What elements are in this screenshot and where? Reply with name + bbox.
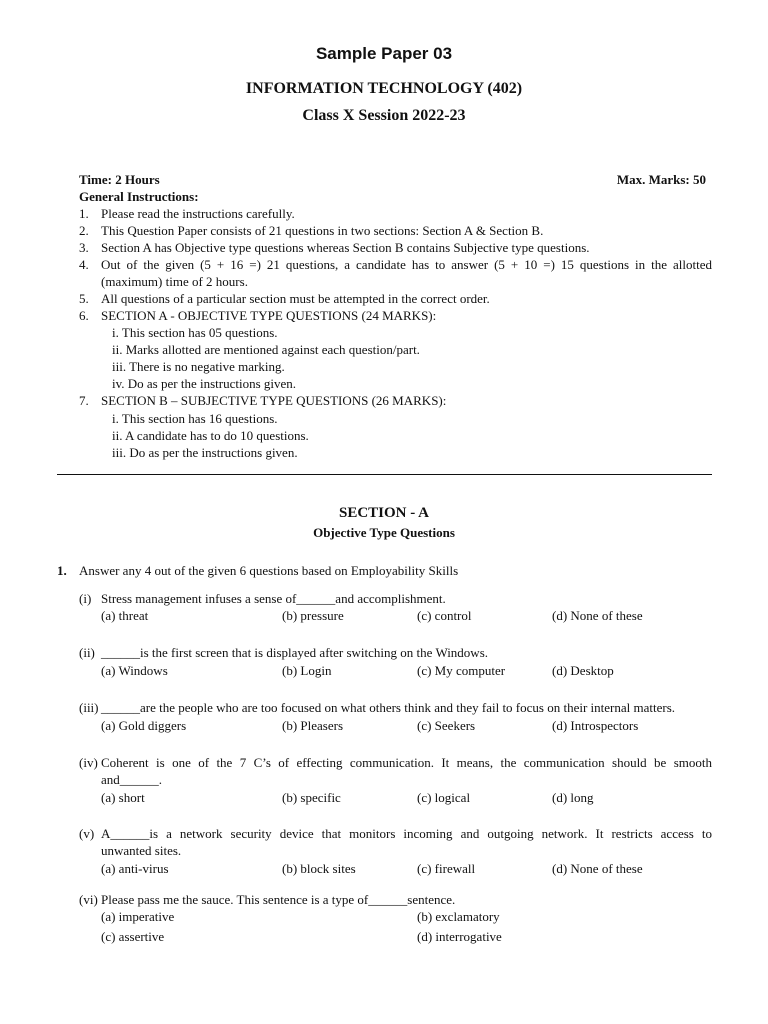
section-a-subitem: ii. Marks allotted are mentioned against each question/part. [112,342,420,357]
instruction-text: Section A has Objective type questions whereas Section B contains Subjective type questions. [101,240,590,255]
section-b-subitem: iii. Do as per the instructions given. [112,445,298,460]
part-text: ______are the people who are too focused on what others think and they fail to focus on their internal matters. [101,700,675,715]
instruction-text-continued: (maximum) time of 2 hours. [101,274,248,289]
option-a: (a) Gold diggers [101,718,187,733]
instruction-num: 1. [79,206,89,221]
option-d: (d) Desktop [552,663,614,678]
instruction-num: 7. [79,393,89,408]
section-b-subitem: ii. A candidate has to do 10 questions. [112,428,309,443]
option-b: (b) exclamatory [417,909,500,924]
section-a-subitem: iii. There is no negative marking. [112,359,285,374]
time-label: Time: 2 Hours [79,172,160,187]
question-number: 1. [57,563,67,578]
instruction-num: 4. [79,257,89,272]
section-a-subtitle: Objective Type Questions [313,525,455,540]
option-b: (b) Login [282,663,332,678]
option-b: (b) specific [282,790,341,805]
section-divider [57,474,712,475]
subject-title: INFORMATION TECHNOLOGY (402) [245,80,523,97]
section-a-subitem: i. This section has 05 questions. [112,325,278,340]
part-text-continued: and______. [101,772,163,787]
part-label: (iv) [79,755,98,770]
instruction-num: 2. [79,223,89,238]
part-text: Stress management infuses a sense of______and accomplishment. [101,591,446,606]
instruction-text: All questions of a particular section must be attempted in the correct order. [101,291,490,306]
part-text: ______is the first screen that is displayed after switching on the Windows. [101,645,488,660]
option-c: (c) Seekers [417,718,476,733]
option-c: (c) logical [417,790,471,805]
part-label: (ii) [79,645,95,660]
option-a: (a) anti-virus [101,861,169,876]
option-b: (b) Pleasers [282,718,344,733]
option-b: (b) pressure [282,608,344,623]
instruction-num: 6. [79,308,89,323]
section-b-subitem: i. This section has 16 questions. [112,411,278,426]
part-text: A______is a network security device that monitors incoming and outgoing network. It restricts access to [101,826,712,841]
option-d: (d) interrogative [417,929,502,944]
option-d: (d) None of these [552,608,643,623]
instruction-text: Out of the given (5 + 16 =) 21 questions, a candidate has to answer (5 + 10 =) 15 questions in the allotted [101,257,712,272]
option-d: (d) Introspectors [552,718,639,733]
part-text: Please pass me the sauce. This sentence is a type of______sentence. [101,892,456,907]
option-a: (a) threat [101,608,149,623]
max-marks-label: Max. Marks: 50 [616,172,706,187]
option-a: (a) imperative [101,909,175,924]
part-text-continued: unwanted sites. [101,843,182,858]
option-c: (c) My computer [417,663,506,678]
session-title: Class X Session 2022-23 [302,107,466,124]
option-c: (c) assertive [101,929,165,944]
option-a: (a) Windows [101,663,168,678]
section-a-subitem: iv. Do as per the instructions given. [112,376,297,391]
option-d: (d) None of these [552,861,643,876]
instruction-text: Please read the instructions carefully. [101,206,295,221]
part-text: Coherent is one of the 7 C’s of effecting communication. It means, the communication should be smooth [101,755,712,770]
part-label: (v) [79,826,95,841]
instruction-text: This Question Paper consists of 21 questions in two sections: Section A & Section B. [101,223,544,238]
instruction-text: SECTION B – SUBJECTIVE TYPE QUESTIONS (26 MARKS): [101,393,447,408]
part-label: (i) [79,591,92,606]
option-a: (a) short [101,790,145,805]
option-d: (d) long [552,790,594,805]
instructions-heading: General Instructions: [79,189,199,204]
part-label: (vi) [79,892,98,907]
instruction-num: 3. [79,240,89,255]
option-b: (b) block sites [282,861,356,876]
paper-title: Sample Paper 03 [315,44,453,63]
instruction-text: SECTION A - OBJECTIVE TYPE QUESTIONS (24 MARKS): [101,308,437,323]
option-c: (c) control [417,608,472,623]
option-c: (c) firewall [417,861,476,876]
part-label: (iii) [79,700,99,715]
question-text: Answer any 4 out of the given 6 questions based on Employability Skills [79,563,459,578]
section-a-title: SECTION - A [338,505,430,521]
instruction-num: 5. [79,291,89,306]
